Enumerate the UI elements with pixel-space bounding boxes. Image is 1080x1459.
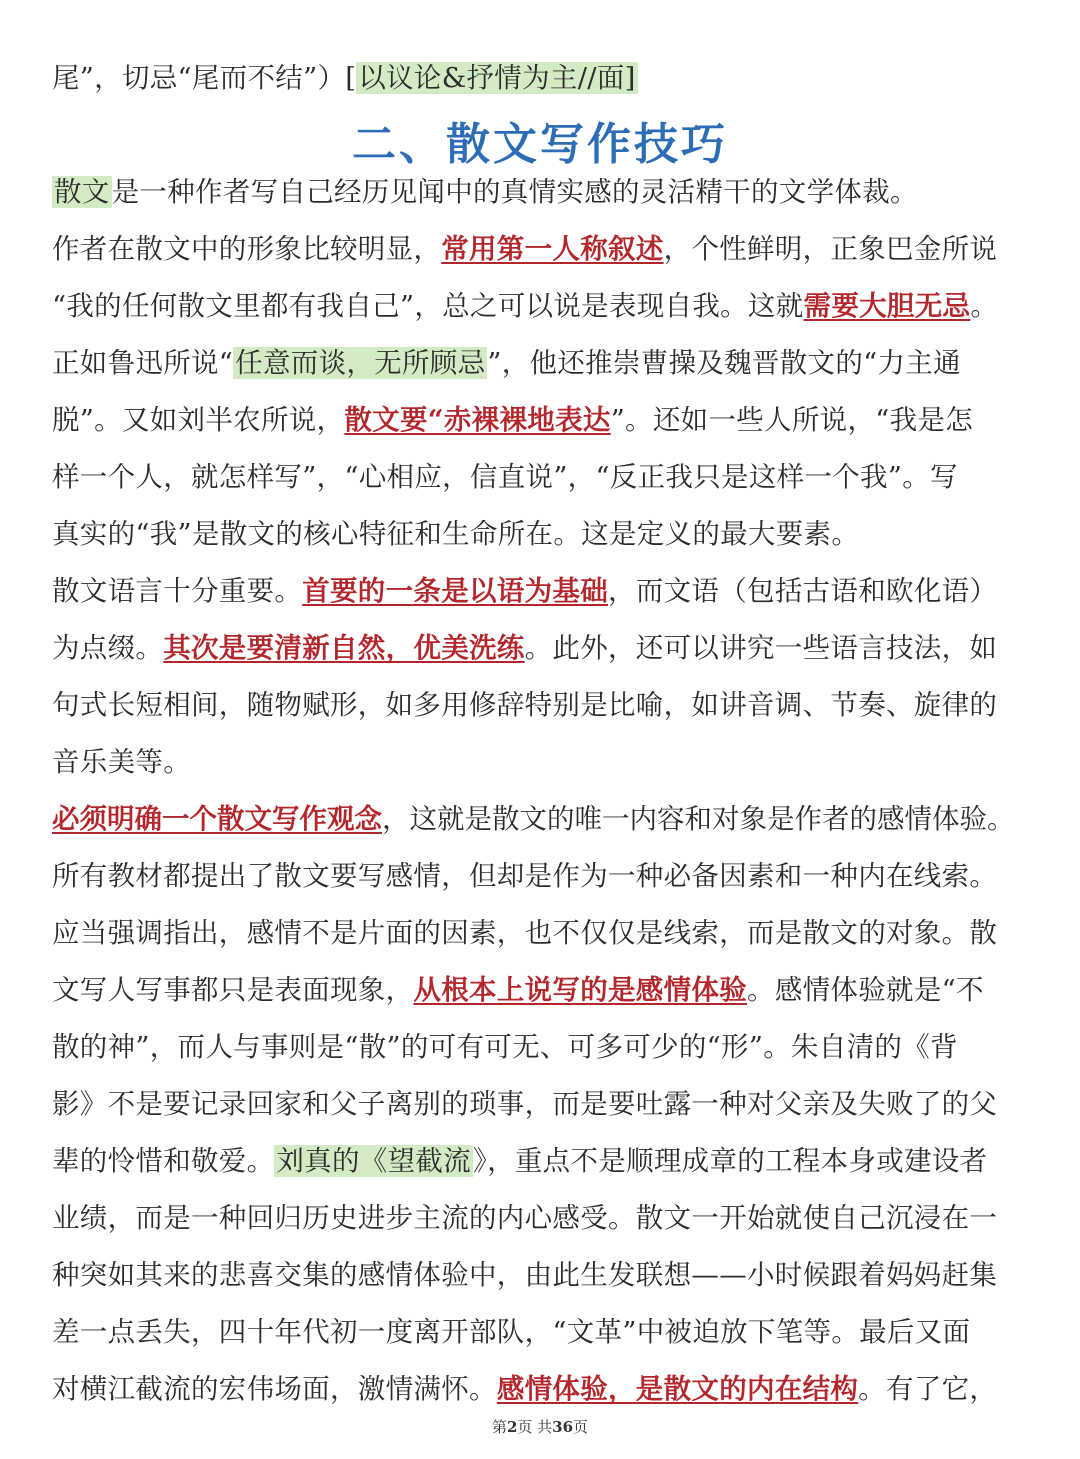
paragraph-line: 散的神”，而人与事则是“散”的可有可无、可多可少的“形”。朱自清的《背 [52, 1031, 958, 1063]
paragraph-line: 种突如其来的悲喜交集的感情体验中，由此生发联想——小时候跟着妈妈赶集 [52, 1259, 998, 1291]
section-title: 二、散文写作技巧 [352, 119, 728, 170]
emphasis-red: 常用第一人称叙述 [441, 233, 664, 265]
emphasis-red: 其次是要清新自然，优美洗练 [163, 632, 525, 664]
paragraph-line: 正如鲁迅所说“任意而谈，无所顾忌”，他还推崇曹操及魏晋散文的“力主通 [52, 347, 961, 379]
paragraph-line: 为点缀。其次是要清新自然，优美洗练。此外，还可以讲究一些语言技法，如 [52, 632, 998, 664]
paragraph-line: 音乐美等。 [52, 746, 191, 778]
highlight-green: 散文 [54, 176, 110, 208]
highlight-green: 任意而谈，无所顾忌 [235, 347, 486, 379]
emphasis-red: 感情体验，是散文的内在结构 [496, 1373, 859, 1405]
paragraph-line: 句式长短相间，随物赋形，如多用修辞特别是比喻，如讲音调、节奏、旋律的 [52, 689, 998, 721]
paragraph-line: 辈的怜惜和敬爱。刘真的《望截流》，重点不是顺理成章的工程本身或建设者 [52, 1145, 988, 1177]
paragraph-line: 应当强调指出，感情不是片面的因素，也不仅仅是线索，而是散文的对象。散 [52, 917, 998, 949]
page-footer: 第2页 共36页 [491, 1418, 589, 1436]
top-line: 尾”，切忌“尾而不结”）[以议论&抒情为主//面] [52, 62, 636, 94]
paragraph-line: 对横江截流的宏伟场面，激情满怀。感情体验，是散文的内在结构。有了它， [52, 1373, 998, 1405]
paragraph-line: 业绩，而是一种回归历史进步主流的内心感受。散文一开始就使自己沉浸在一 [52, 1202, 998, 1234]
paragraph-line: 脱”。又如刘半农所说，散文要“赤裸裸地表达”。还如一些人所说，“我是怎 [52, 404, 974, 436]
paragraph-line: 必须明确一个散文写作观念，这就是散文的唯一内容和对象是作者的感情体验。 [52, 803, 1015, 835]
highlight-green: 刘真的《望截流 [276, 1145, 472, 1177]
page-number: 2 [506, 1418, 518, 1436]
page-total: 36 [552, 1418, 574, 1436]
emphasis-red: 散文要“赤裸裸地表达 [344, 404, 611, 436]
emphasis-red: 需要大胆无忌 [803, 290, 971, 322]
paragraph-line: 文写人写事都只是表面现象，从根本上说写的是感情体验。感情体验就是“不 [52, 974, 984, 1006]
paragraph-line: 所有教材都提出了散文要写感情，但却是作为一种必备因素和一种内在线索。 [52, 860, 998, 892]
paragraph-line: 散文是一种作者写自己经历见闻中的真情实感的灵活精干的文学体裁。 [54, 176, 918, 208]
emphasis-red: 从根本上说写的是感情体验 [413, 974, 748, 1006]
paragraph-line: 散文语言十分重要。首要的一条是以语为基础，而文语（包括古语和欧化语） [52, 575, 998, 607]
paragraph-line: 作者在散文中的形象比较明显，常用第一人称叙述，个性鲜明，正象巴金所说 [52, 233, 998, 265]
paragraph-line: “我的任何散文里都有我自己”，总之可以说是表现自我。这就需要大胆无忌。 [52, 290, 999, 322]
paragraph-line: 样一个人，就怎样写”，“心相应，信直说”，“反正我只是这样一个我”。写 [52, 461, 958, 493]
paragraph-line: 真实的“我”是散文的核心特征和生命所在。这是定义的最大要素。 [52, 518, 860, 550]
paragraph-line: 影》不是要记录回家和父子离别的琐事，而是要吐露一种对父亲及失败了的父 [52, 1088, 998, 1120]
emphasis-red: 首要的一条是以语为基础 [302, 575, 609, 607]
highlight-green: 以议论&抒情为主//面] [358, 62, 636, 94]
paragraph-line: 差一点丢失，四十年代初一度离开部队，“文革”中被迫放下笔等。最后又面 [52, 1316, 971, 1348]
emphasis-red: 必须明确一个散文写作观念 [52, 803, 382, 835]
